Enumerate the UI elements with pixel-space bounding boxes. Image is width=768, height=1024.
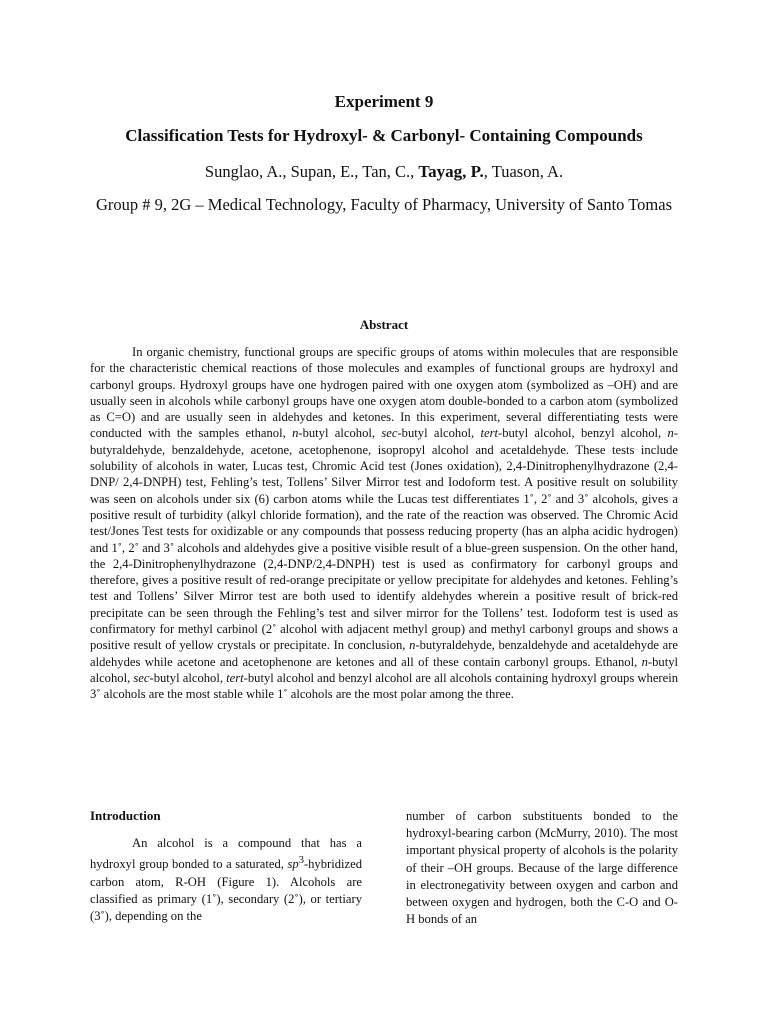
affiliation: Group # 9, 2G – Medical Technology, Faculty of Pharmacy, University of Santo Tomas — [95, 195, 672, 214]
abstract-text: -butyl alcohol, — [149, 670, 227, 685]
highlighted-author: Tayag, P. — [418, 162, 484, 181]
italic-prefix: tert — [226, 670, 244, 685]
abstract-heading: Abstract — [359, 317, 409, 332]
experiment-number: Experiment 9 — [334, 92, 434, 111]
italic-prefix: n — [641, 654, 648, 669]
superscript: 3 — [298, 855, 304, 867]
abstract-text: -butyraldehyde, benzaldehyde and acetaldehyde are aldehydes while acetone and acetophenone are ketones and all of these contain carbonyl groups. Ethanol, — [90, 638, 678, 669]
introduction-continued: number of carbon substituents bonded to the hydroxyl-bearing carbon (McMurry, 2010). The most important physical property of alcohols is the polarity of their –OH groups. Because of the large difference in electronegativity between oxygen and carbon and between oxygen and hydrogen, both the C-O and O-H bonds of an — [406, 809, 678, 927]
abstract-text: In organic chemistry, functional groups are specific groups of atoms within molecules that are responsible for the characteristic chemical reactions of those molecules and examples of functional groups are hydroxyl and carbonyl groups. Hydroxyl groups have one hydrogen paired with one oxygen atom (symbolized as –OH) and are usually seen in alcohols while carbonyl groups have one oxygen atom double-bonded to a carbon atom (symbolized as C=O) and are usually seen in aldehydes and ketones. In this experiment, several differentiating tests were conducted with the samples ethanol, — [90, 345, 678, 441]
left-column — [90, 808, 362, 925]
abstract-body — [90, 344, 678, 703]
abstract-text: -butyl alcohol, — [298, 426, 382, 441]
abstract-text: -butyl alcohol, benzyl alcohol, — [498, 426, 668, 441]
italic-prefix: sec — [381, 426, 398, 441]
abstract-text: -butyl alcohol, — [397, 426, 481, 441]
authors-before: Sunglao, A., Supan, E., Tan, C., — [204, 162, 419, 181]
abstract-text: -butyl alcohol and benzyl alcohol are all alcohols containing hydroxyl groups wherein 3˚ alcohols are the most stable while 1˚ alcohols are the most polar among the three. — [90, 670, 678, 702]
abstract-text: -butyraldehyde, benzaldehyde, acetone, acetophenone, isopropyl alcohol and acetaldehyde. These tests include solubility of alcohols in water, Lucas test, Chromic Acid test (Jones oxidation), 2,4-Dinitrophenylhydrazone (2,4-DNP/ 2,4-DNPH) test, Fehling’s test, Tollens’ Silver Mirror test and Iodoform test. A positive result on solubility was seen on alcohols under six (6) carbon atoms while the Lucas test differentiates 1˚, 2˚ and 3˚ alcohols, gives a positive result of turbidity (alkyl chloride formation), and the rate of the reaction was observed. The Chromic Acid test/Jones Test tests for oxidizable or any compounds that possess reducing property (has an alpha acidic hydrogen) and 1˚, 2˚ and 3˚ alcohols and aldehydes give a positive visible result of a blue-green suspension. On the other hand, the 2,4-Dinitrophenylhydrazone (2,4-DNP/2,4-DNPH) test is used as confirmatory for carbonyl groups and therefore, gives a positive result of red-orange precipitate or yellow precipitate for aldehydes and ketones. Fehling’s test and Tollens’ Silver Mirror test are both used to identify aldehydes wherein a positive result of brick-red precipitate can be seen through the Fehling’s test and silver mirror for the Tollens’ test. Iodoform test is used as confirmatory for methyl carbinol (2˚ alcohol with adjacent methyl group) and methyl carbonyl groups and shows a positive result of yellow crystals or precipitate. In conclusion, — [90, 426, 678, 653]
italic-prefix: tert — [480, 426, 498, 441]
authors-after: , Tuason, A. — [483, 162, 564, 181]
hybridization-label: sp — [287, 857, 299, 872]
italic-prefix: sec — [133, 670, 150, 685]
author-list — [0, 162, 768, 182]
italic-prefix: n — [667, 426, 674, 441]
intro-text: -hybridized carbon atom, R-OH (Figure 1). Alcohols are classified as primary (1˚), secondary (2˚), or tertiary (3˚), depending on the — [90, 857, 362, 923]
right-column — [406, 808, 678, 928]
italic-prefix: n — [292, 426, 299, 441]
paper-title: Classification Tests for Hydroxyl- & Carbonyl- Containing Compounds — [125, 126, 643, 145]
intro-text: An alcohol is a compound that has a hydroxyl group bonded to a saturated, — [90, 836, 362, 872]
abstract-text: -butyl alcohol, — [90, 654, 678, 685]
italic-prefix: n — [409, 638, 416, 653]
introduction-heading: Introduction — [90, 808, 161, 823]
introduction-paragraph — [90, 835, 362, 925]
